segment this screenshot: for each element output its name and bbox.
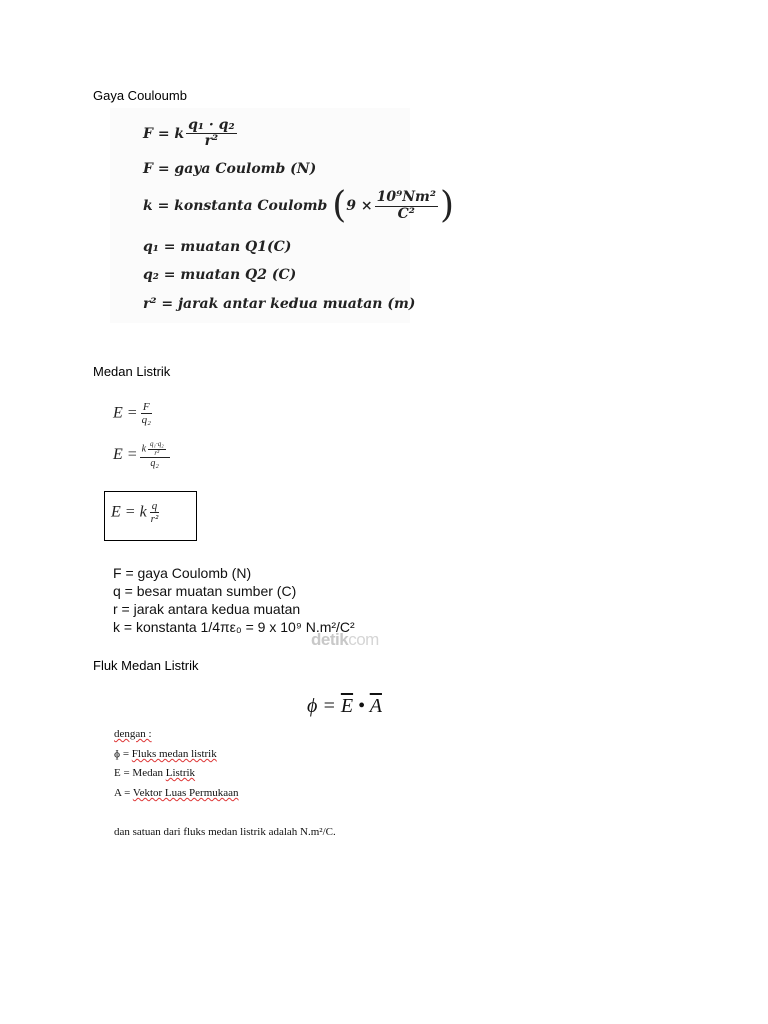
- coulomb-formula-den: r²: [204, 133, 219, 150]
- medan-eq3-den: r²: [150, 513, 159, 526]
- medan-eq1-num: F: [142, 401, 150, 413]
- medan-eq1: [113, 401, 155, 426]
- coulomb-def-f: F = gaya Coulomb (N): [143, 161, 317, 177]
- coulomb-def-k-prefix: 9 ×: [346, 198, 373, 214]
- coulomb-def-q2: q₂ = muatan Q2 (C): [143, 267, 297, 283]
- heading-fluk-medan-listrik: Fluk Medan Listrik: [93, 658, 199, 673]
- fluk-def-a: [114, 787, 239, 799]
- coulomb-formula-num: q₁ · q₂: [188, 117, 235, 133]
- medan-eq2-den: q₂: [150, 458, 159, 470]
- fluk-satuan: dan satuan dari fluks medan listrik adalah N.m²/C.: [114, 826, 336, 838]
- heading-gaya-couloumb: Gaya Couloumb: [93, 88, 187, 103]
- coulomb-def-k-num: 10⁹Nm²: [376, 189, 436, 206]
- coulomb-def-k-den: C²: [397, 205, 415, 222]
- watermark-main: detik: [311, 630, 349, 649]
- fluk-def-e: [114, 767, 195, 779]
- coulomb-def-r2: r² = jarak antar kedua muatan (m): [143, 296, 416, 312]
- medan-eq3-lhs: E = k: [111, 503, 147, 521]
- medan-legend-r: r = jarak antara kedua muatan: [113, 601, 301, 617]
- medan-eq1-den: q₂: [141, 414, 151, 427]
- fluk-eq-dot: •: [358, 695, 366, 717]
- paren-open-glyph: (: [332, 185, 347, 226]
- medan-eq3-num: q: [151, 500, 158, 512]
- medan-eq2: [113, 441, 172, 469]
- coulomb-def-k: [143, 185, 455, 226]
- fluk-eq-phi: ϕ =: [307, 695, 336, 717]
- medan-eq2-inner-num: q₁·q₂: [150, 440, 164, 448]
- fluk-def-e-text: Listrik: [165, 767, 196, 779]
- coulomb-def-q1: q₁ = muatan Q1(C): [143, 239, 292, 255]
- heading-medan-listrik: Medan Listrik: [93, 364, 171, 379]
- watermark-com: com: [348, 630, 379, 649]
- paren-close-glyph: ): [439, 185, 455, 226]
- fluk-def-phi-sym: ɸ =: [114, 748, 132, 760]
- medan-legend-k: k = konstanta 1/4πε₀ = 9 x 10⁹ N.m²/C²: [113, 619, 355, 635]
- fluk-def-phi: [114, 748, 217, 760]
- coulomb-formula-lhs: F = k: [143, 125, 185, 142]
- medan-eq2-inner-den: r²: [154, 448, 160, 457]
- medan-eq2-lhs: E =: [113, 445, 138, 463]
- fluk-equation: [307, 695, 382, 718]
- medan-eq3: [111, 500, 162, 525]
- fluk-def-a-sym: A =: [114, 787, 133, 799]
- fluk-dengan: dengan :: [114, 728, 152, 740]
- detikcom-watermark: [311, 630, 379, 650]
- fluk-def-e-sym: E = Medan: [114, 767, 166, 779]
- medan-legend-q: q = besar muatan sumber (C): [113, 583, 297, 599]
- medan-eq1-lhs: E =: [113, 404, 138, 422]
- coulomb-formula: [143, 118, 239, 150]
- coulomb-def-k-lhs: k = konstanta Coulomb: [143, 198, 328, 214]
- fluk-eq-a: $\overline{A}$: [369, 695, 382, 717]
- medan-legend-f: F = gaya Coulomb (N): [113, 565, 252, 581]
- fluk-def-phi-text: Fluks medan listrik: [131, 748, 217, 760]
- fluk-eq-e: $\overline{E}$: [340, 695, 354, 717]
- fluk-def-a-text: Vektor Luas Permukaan: [132, 787, 239, 799]
- medan-eq2-inner-k: k: [141, 443, 147, 455]
